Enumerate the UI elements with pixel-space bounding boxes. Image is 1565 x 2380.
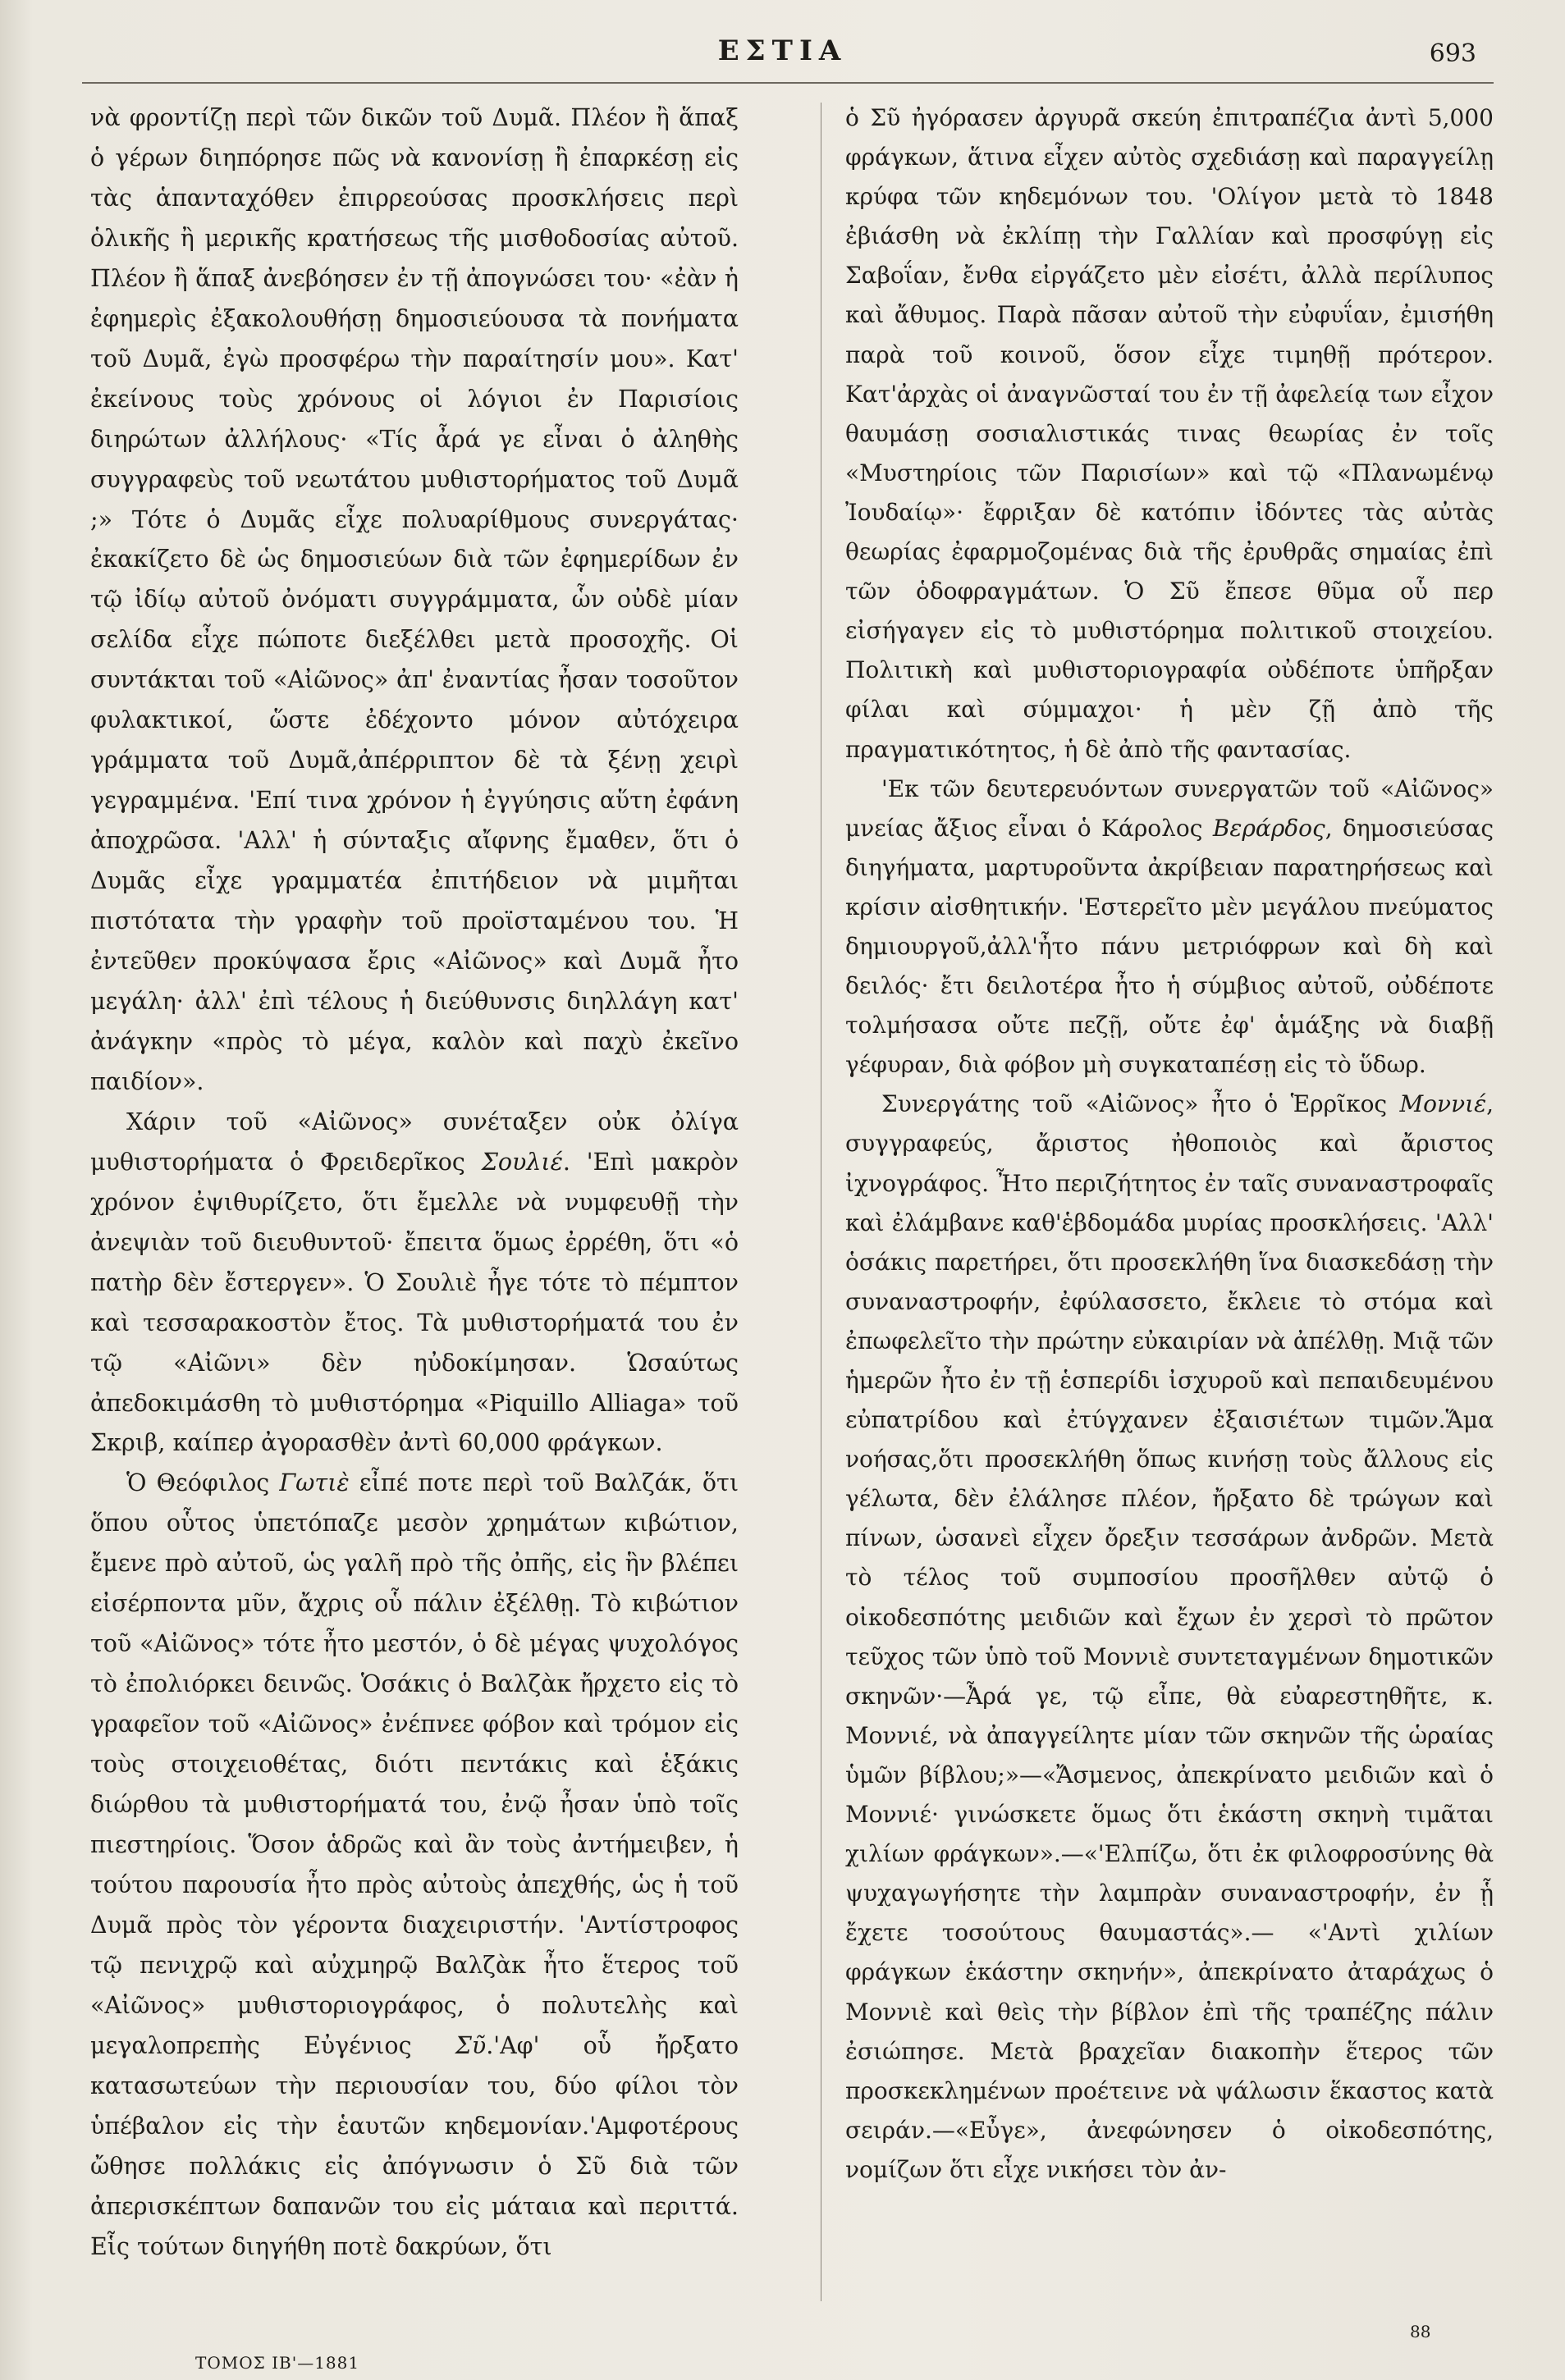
left-paragraph-2-text-b: . 'Επὶ μακρὸν χρόνον ἐψιθυρίζετο, ὅτι ἔμελλε νὰ νυμφευθῇ τὴν ἀνεψιὰν τοῦ διευθυντοῦ· ἔπειτα ὅμως ἐρρέθη, ὅτι «ὁ πατὴρ δὲν ἔστεργεν». Ὁ Σουλιὲ ἦγε τότε τὸ πέμπτον καὶ τεσσαρακοστὸν ἔτος. Τὰ μυθιστορήματά του ἐν τῷ «Αἰῶνι» δὲν ηὐδοκίμησαν. Ὡσαύτως ἀπεδοκιμάσθη τὸ μυθιστόρημα «Piquillo Alliaga» τοῦ Σκριβ, καίπερ ἀγορασθὲν ἀντὶ 60,000 φράγκων. xyxy=(90,1148,739,1457)
right-paragraph-1: ὁ Σῦ ἠγόρασεν ἀργυρᾶ σκεύη ἐπιτραπέζια ἀντὶ 5,000 φράγκων, ἅτινα εἶχεν αὐτὸς σχεδιάσῃ καὶ παραγγείλῃ κρύφα τῶν κηδεμόνων του. 'Ολίγον μετὰ τὸ 1848 ἐβιάσθη νὰ ἐκλίπῃ τὴν Γαλλίαν καὶ προσφύγῃ εἰς Σαβοΐαν, ἔνθα εἰργάζετο μὲν εἰσέτι, ἀλλὰ περίλυπος καὶ ἄθυμος. Παρὰ πᾶσαν αὐτοῦ τὴν εὐφυΐαν, ἐμισήθη παρὰ τοῦ κοινοῦ, ὅσον εἶχε τιμηθῇ πρότερον. Κατ'ἀρχὰς οἱ ἀναγνῶσταί του ἐν τῇ ἀφελείᾳ των εἶχον θαυμάσῃ σοσιαλιστικάς τινας θεωρίας ἐν τοῖς «Μυστηρίοις τῶν Παρισίων» καὶ τῷ «Πλανωμένῳ Ἰουδαίῳ»· ἔφριξαν δὲ κατόπιν ἰδόντες τὰς αὐτὰς θεωρίας ἐφαρμοζομένας διὰ τῆς ἐρυθρᾶς σημαίας ἐπὶ τῶν ὁδοφραγμάτων. Ὁ Σῦ ἔπεσε θῦμα οὗ περ εἰσήγαγεν εἰς τὸ μυθιστόρημα πολιτικοῦ στοιχείου. Πολιτικὴ καὶ μυθιστοριογραφία οὐδέποτε ὑπῆρξαν φίλαι καὶ σύμμαχοι· ἡ μὲν ζῇ ἀπὸ τῆς πραγματικότητος, ἡ δὲ ἀπὸ τῆς φαντασίας. xyxy=(845,104,1494,763)
left-paragraph-3-text-b: εἶπέ ποτε περὶ τοῦ Βαλζάκ, ὅτι ὅπου οὗτος ὑπετόπαζε μεσὸν χρημάτων κιβώτιον, ἔμενε πρὸ αὐτοῦ, ὡς γαλῆ πρὸ τῆς ὀπῆς, εἰς ἣν βλέπει εἰσέρποντα μῦν, ἄχρις οὗ πάλιν ἐξέλθῃ. Τὸ κιβώτιον τοῦ «Αἰῶνος» τότε ἦτο μεστόν, ὁ δὲ μέγας ψυχολόγος τὸ ἐπολιόρκει δεινῶς. Ὁσάκις ὁ Βαλζὰκ ἤρχετο εἰς τὸ γραφεῖον τοῦ «Αἰῶνος» ἐνέπνεε φόβον καὶ τρόμον εἰς τοὺς στοιχειοθέτας, διότι πεντάκις καὶ ἑξάκις διώρθου τὰ μυθιστορήματά του, ἐνῷ ἦσαν ὑπὸ τοῖς πιεστηρίοις. Ὅσον ἁδρῶς καὶ ἂν τοὺς ἀντήμειβεν, ἡ τούτου παρουσία ἦτο πρὸς αὐτοὺς ἀπεχθής, ὡς ἡ τοῦ Δυμᾶ πρὸς τὸν γέροντα διαχειριστήν. 'Αντίστροφος τῷ πενιχρῷ καὶ αὐχμηρῷ Βαλζὰκ ἦτο ἕτερος τοῦ «Αἰῶνος» μυθιστοριογράφος, ὁ πολυτελὴς καὶ μεγαλοπρεπὴς Εὐγένιος xyxy=(90,1469,739,2059)
signature-mark: 88 xyxy=(1410,2322,1431,2341)
right-paragraph-2-text-b: , δημοσιεύσας διηγήματα, μαρτυροῦντα ἀκρίβειαν παρατηρήσεως καὶ κρίσιν αἰσθητικήν. 'Εστερεῖτο μὲν μεγάλου πνεύματος δημιουργοῦ,ἀλλ'ἦτο πάνυ μετριόφρων καὶ δὴ καὶ δειλός· ἔτι δειλοτέρα ἦτο ἡ σύμβιος αὐτοῦ, οὐδέποτε τολμήσασα οὔτε πεζῇ, οὔτε ἐφ' ἁμάξης νὰ διαβῇ γέφυραν, διὰ φόβον μὴ συγκαταπέσῃ εἰς τὸ ὕδωρ. xyxy=(845,814,1494,1079)
right-paragraph-2 xyxy=(845,770,1494,1085)
right-paragraph-3-text-b: , συγγραφεύς, ἄριστος ἠθοποιὸς καὶ ἄριστος ἰχνογράφος. Ἦτο περιζήτητος ἐν ταῖς συναναστροφαῖς καὶ ἐλάμβανε καθ'ἑβδομάδα μυρίας προσκλήσεις. 'Αλλ' ὁσάκις παρετήρει, ὅτι προσεκλήθη ἵνα διασκεδάσῃ τὴν συναναστροφήν, ἐφύλασσετο, ἔκλειε τὸ στόμα καὶ ἐπωφελεῖτο τὴν πρώτην εὐκαιρίαν νὰ ἀπέλθῃ. Μιᾷ τῶν ἡμερῶν ἦτο ἐν τῇ ἑσπερίδι ἰσχυροῦ καὶ πεπαιδευμένου εὐπατρίδου καὶ ἐτύγχανεν ἐξαισιέτων τιμῶν.Ἅμα νοήσας,ὅτι προσεκλήθη ὅπως κινήσῃ τοὺς ἄλλους εἰς γέλωτα, δὲν ἐλάλησε πλέον, ἤρξατο δὲ τρώγων καὶ πίνων, ὡσανεὶ εἶχεν ὄρεξιν τεσσάρων ἀνδρῶν. Μετὰ τὸ τέλος τοῦ συμποσίου προσῆλθεν αὐτῷ ὁ οἰκοδεσπότης μειδιῶν καὶ ἔχων ἐν χερσὶ τὸ πρῶτον τεῦχος τῶν ὑπὸ τοῦ Μοννιὲ συντεταγμένων δημοτικῶν σκηνῶν·—Ἆρά γε, τῷ εἶπε, θὰ εὐαρεστηθῆτε, κ. Μοννιέ, νὰ ἀπαγγείλητε μίαν τῶν σκηνῶν τῆς ὡραίας ὑμῶν βίβλου;»—«Ἄσμενος, ἀπεκρίνατο μειδιῶν καὶ ὁ Μοννιέ· γινώσκετε ὅμως ὅτι ἑκάστη σκηνὴ τιμᾶται χιλίων φράγκων».—«'Ελπίζω, ὅτι ἐκ φιλοφροσύνης θὰ ψυχαγωγήσητε τὴν λαμπρὰν συναναστροφήν, ἐν ᾗ ἔχετε τοσούτους θαυμαστάς».— «'Αντὶ χιλίων φράγκων ἑκάστην σκηνήν», ἀπεκρίνατο ἀταράχως ὁ Μοννιὲ καὶ θεὶς τὴν βίβλον ἐπὶ τῆς τραπέζης πάλιν ἐσιώπησε. Μετὰ βραχεῖαν διακοπὴν ἕτερος τῶν προσκεκλημένων προέτεινε νὰ ψάλωσιν ἕκαστος κατὰ σειράν.—«Εὖγε», ἀνεφώνησεν ὁ οἰκοδεσπότης, νομίζων ὅτι εἶχε νικήσει τὸν ἀν- xyxy=(845,1090,1494,2183)
right-paragraph-2-text-a: 'Εκ τῶν δευτερευόντων συνεργατῶν τοῦ «Αἰῶνος» μνείας ἄξιος εἶναι ὁ Κάρολος xyxy=(845,774,1494,842)
right-paragraph-3 xyxy=(845,1085,1494,2190)
journal-title: ΕΣΤΙΑ xyxy=(717,34,848,67)
author-name-monnier: Μοννιέ xyxy=(1399,1090,1487,1118)
left-paragraph-3-text-c: .'Αφ' οὗ ἤρξατο κατασωτεύων τὴν περιουσίαν του, δύο φίλοι τὸν ὑπέβαλον εἰς τὴν ἑαυτῶν κηδεμονίαν.'Αμφοτέρους ὤθησε πολλάκις εἰς ἀπόγνωσιν ὁ Σῦ διὰ τῶν ἀπερισκέπτων δαπανῶν του εἰς μάταια καὶ περιττά. Εἷς τούτων διηγήθη ποτὲ δακρύων, ὅτι xyxy=(90,2031,739,2260)
volume-footer: ΤΟΜΟΣ ΙΒ'—1881 xyxy=(195,2353,360,2373)
left-column xyxy=(90,98,739,2267)
left-paragraph-3-text-a: Ὁ Θεόφιλος xyxy=(126,1469,280,1497)
left-paragraph-2-text-a: Χάριν τοῦ «Αἰῶνος» συνέταξεν οὐκ ὀλίγα μυθιστορήματα ὁ Φρειδερῖκος xyxy=(90,1108,739,1176)
page-header xyxy=(0,34,1565,75)
left-paragraph-3 xyxy=(90,1464,739,2267)
right-paragraph-3-text-a: Συνεργάτης τοῦ «Αἰῶνος» ἦτο ὁ Ἑρρῖκος xyxy=(881,1090,1400,1118)
left-paragraph-2 xyxy=(90,1103,739,1464)
page-number: 693 xyxy=(1429,39,1476,68)
author-name-sue: Σῦ xyxy=(455,2031,487,2059)
author-name-soulie: Σουλιέ xyxy=(481,1148,563,1176)
right-column xyxy=(845,98,1494,2190)
left-paragraph-1: νὰ φροντίζῃ περὶ τῶν δικῶν τοῦ Δυμᾶ. Πλέον ἢ ἅπαξ ὁ γέρων διηπόρησε πῶς νὰ κανονίσῃ ἢ ἐπαρκέσῃ εἰς τὰς ἁπανταχόθεν ἐπιρρεούσας προσκλήσεις περὶ ὁλικῆς ἢ μερικῆς κρατήσεως τῆς μισθοδοσίας αὐτοῦ. Πλέον ἢ ἅπαξ ἀνεβόησεν ἐν τῇ ἀπογνώσει του· «ἐὰν ἡ ἐφημερὶς ἐξακολουθήσῃ δημοσιεύουσα τὰ πονήματα τοῦ Δυμᾶ, ἐγὼ προσφέρω τὴν παραίτησίν μου». Κατ' ἐκείνους τοὺς χρόνους οἱ λόγιοι ἐν Παρισίοις διηρώτων ἀλλήλους· «Τίς ἆρά γε εἶναι ὁ ἀληθὴς συγγραφεὺς τοῦ νεωτάτου μυθιστορήματος τοῦ Δυμᾶ ;» Τότε ὁ Δυμᾶς εἶχε πολυαρίθμους συνεργάτας· ἐκακίζετο δὲ ὡς δημοσιεύων διὰ τῶν ἐφημερίδων ἐν τῷ ἰδίῳ αὐτοῦ ὀνόματι συγγράμματα, ὧν οὐδὲ μίαν σελίδα εἶχε πώποτε διεξέλθει μετὰ προσοχῆς. Οἱ συντάκται τοῦ «Αἰῶνος» ἀπ' ἐναντίας ἦσαν τοσοῦτον φυλακτικοί, ὥστε ἐδέχοντο μόνον αὐτόχειρα γράμματα τοῦ Δυμᾶ,ἀπέρριπτον δὲ τὰ ξένῃ χειρὶ γεγραμμένα. 'Επί τινα χρόνον ἡ ἐγγύησις αὕτη ἐφάνη ἀποχρῶσα. 'Αλλ' ἡ σύνταξις αἴφνης ἔμαθεν, ὅτι ὁ Δυμᾶς εἶχε γραμματέα ἐπιτήδειον νὰ μιμῆται πιστότατα τὴν γραφὴν τοῦ προϊσταμένου του. Ἡ ἐντεῦθεν προκύψασα ἔρις «Αἰῶνος» καὶ Δυμᾶ ἦτο μεγάλη· ἀλλ' ἐπὶ τέλους ἡ διεύθυνσις διηλλάγη κατ' ἀνάγκην «πρὸς τὸ μέγα, καλὸν καὶ παχὺ ἐκεῖνο παιδίον». xyxy=(90,104,739,1095)
header-rule xyxy=(82,82,1494,84)
author-name-gautier: Γωτιὲ xyxy=(279,1469,350,1497)
author-name-berard: Βεράρδος xyxy=(1212,814,1325,842)
